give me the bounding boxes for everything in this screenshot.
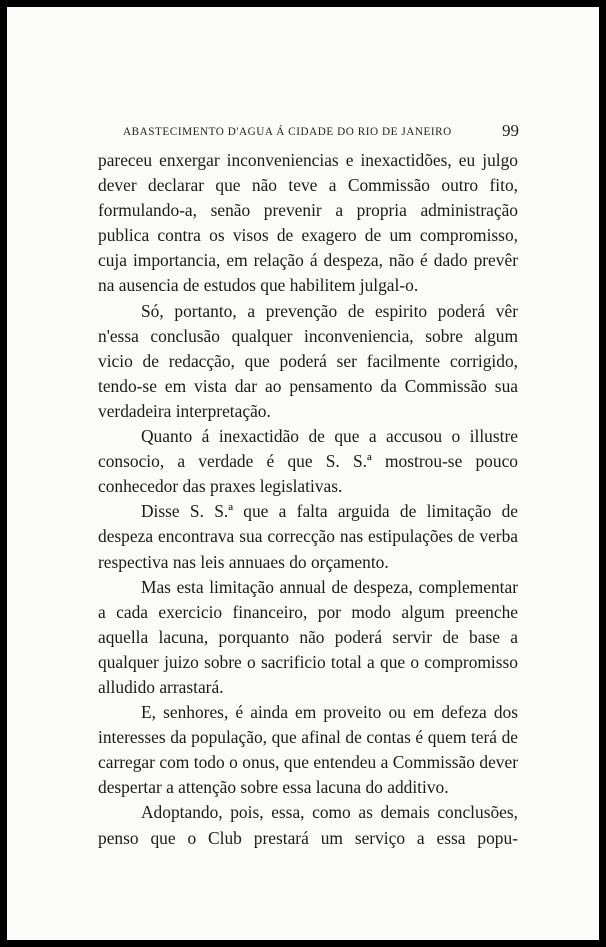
paragraph: Só, portanto, a prevenção de espirito poderá vêr n'essa conclusão qualquer inconveniencia, sobre algum vicio de redacção, que poderá ser facilmente corrigido, tendo-se em vista dar ao pensamento da Commissão sua verdadeira interpretação.: [98, 300, 518, 421]
running-header: [123, 123, 519, 143]
page-number: 99: [502, 121, 519, 140]
paragraph: Disse S. S.ª que a falta arguida de limitação de despeza encontrava sua correcção nas estipulações de verba respectiva nas leis annuaes do orçamento.: [98, 501, 518, 572]
paragraph: pareceu enxergar inconveniencias e inexactidões, eu julgo dever declarar que não teve a Commissão outro fito, formulando-a, senão prevenir a propria administração publica contra os visos de exagero de um compromisso, cuja importancia, em relação á despeza, não é dado prevêr na ausencia de estudos que habilitem julgal-o.: [98, 150, 518, 296]
paragraph: Quanto á inexactidão de que a accusou o illustre consocio, a verdade é que S. S.ª mostrou-se pouco conhecedor das praxes legislativas.: [98, 426, 518, 497]
paragraph: Adoptando, pois, essa, como as demais conclusões, penso que o Club prestará um serviço a essa popu-: [98, 802, 518, 848]
paragraph: Mas esta limitação annual de despeza, complementar a cada exercicio financeiro, por modo algum preenche aquella lacuna, porquanto não poderá servir de base a qualquer juizo sobre o sacrificio total a que o compromisso alludido arrastará.: [98, 576, 518, 697]
body-text: [98, 148, 518, 851]
paragraph: E, senhores, é ainda em proveito ou em defeza dos interesses da população, que afinal de contas é quem terá de carregar com todo o onus, que entendeu a Commissão dever despertar a attenção sobre essa lacuna do additivo.: [98, 702, 518, 798]
book-page: [7, 7, 599, 940]
running-title: ABASTECIMENTO D'AGUA Á CIDADE DO RIO DE JANEIRO: [123, 126, 452, 138]
